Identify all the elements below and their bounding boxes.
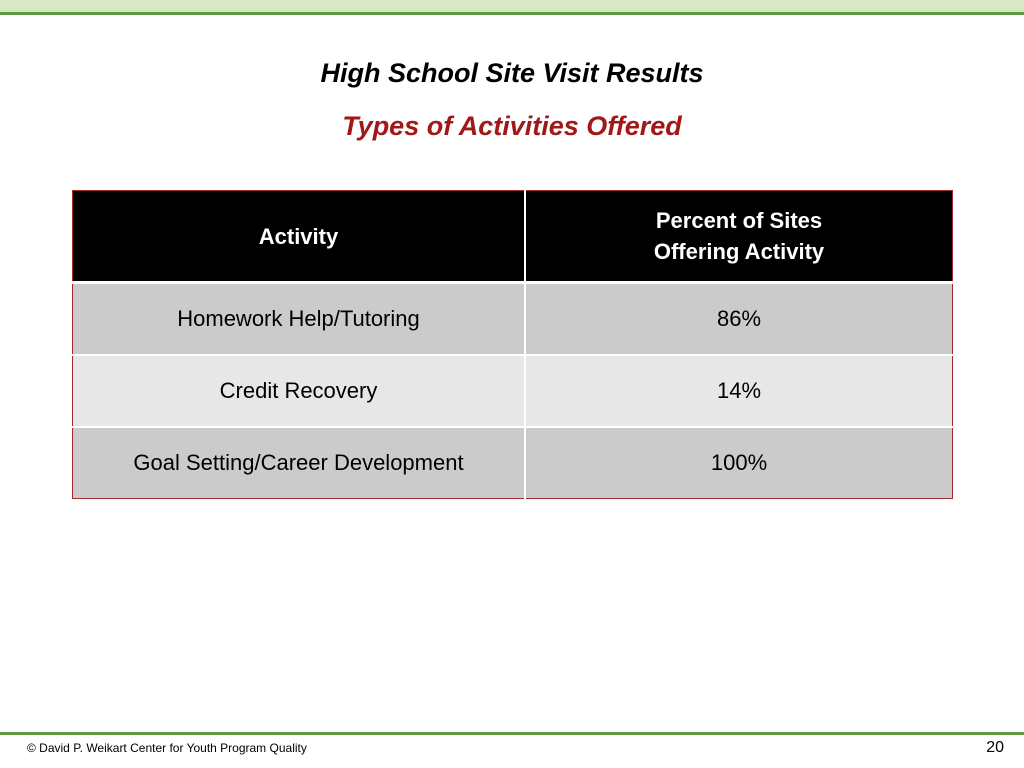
header-percent-line1: Percent of Sites — [655, 208, 823, 233]
table-header-row — [73, 191, 953, 283]
table-row — [73, 427, 953, 499]
header-percent-line2: Offering Activity — [653, 239, 825, 264]
slide-subtitle: Types of Activities Offered — [342, 111, 682, 141]
activities-table — [72, 190, 953, 499]
top-divider — [0, 12, 1024, 15]
activity-cell: Homework Help/Tutoring — [73, 283, 526, 356]
page-number: 20 — [986, 739, 1004, 756]
activity-cell: Credit Recovery — [73, 355, 526, 427]
header-percent — [525, 191, 953, 283]
percent-cell: 100% — [525, 427, 953, 499]
header-activity-label: Activity — [258, 223, 339, 249]
header-activity — [73, 191, 526, 283]
slide-title: High School Site Visit Results — [320, 58, 704, 88]
top-decorative-band — [0, 0, 1024, 12]
percent-cell: 14% — [525, 355, 953, 427]
bottom-divider — [0, 732, 1024, 735]
table-row — [73, 355, 953, 427]
percent-cell: 86% — [525, 283, 953, 356]
copyright-notice: © David P. Weikart Center for Youth Program Quality — [27, 741, 307, 755]
table-row — [73, 283, 953, 356]
activity-cell: Goal Setting/Career Development — [73, 427, 526, 499]
